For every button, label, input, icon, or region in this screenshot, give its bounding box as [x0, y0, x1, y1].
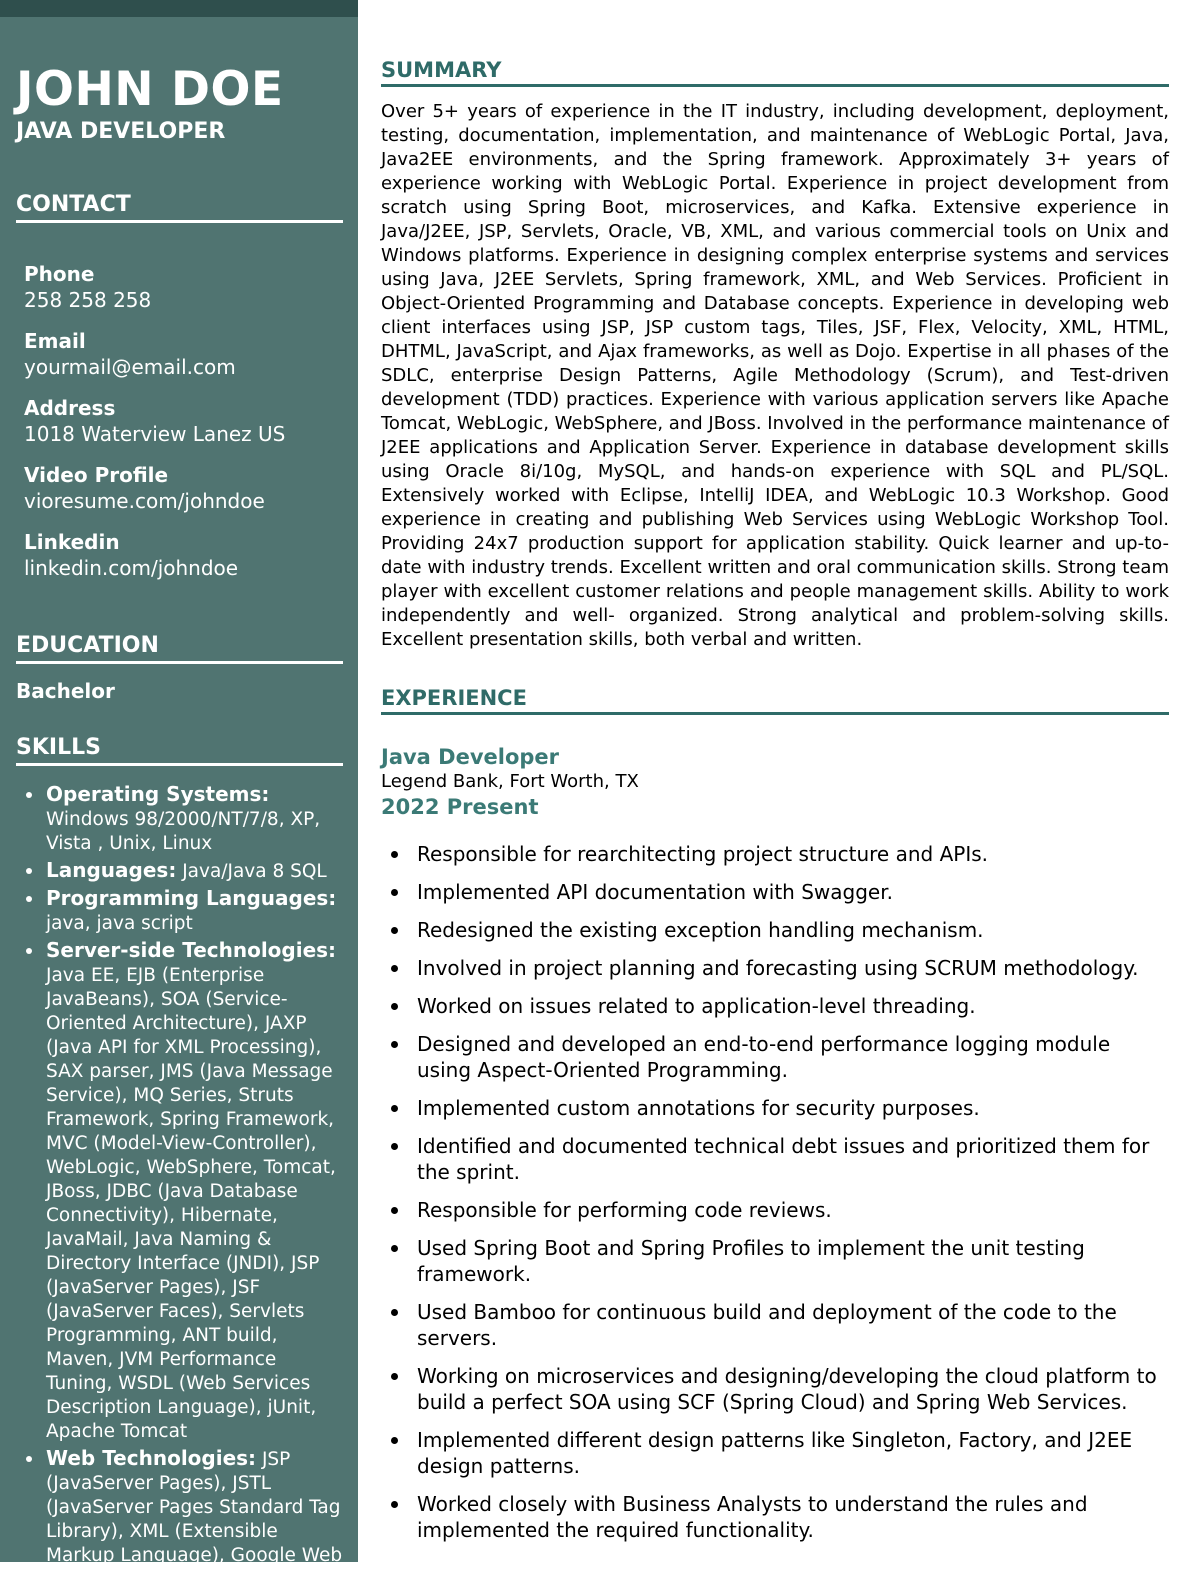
contact-linkedin — [24, 529, 354, 596]
skill-category: Operating Systems: — [46, 782, 270, 806]
job-dates: 2022 Present — [381, 795, 539, 819]
skill-item — [46, 886, 346, 936]
summary-text: Over 5+ years of experience in the IT industry, including development, deployment, testing, documentation, implementation, and maintenance of WebLogic Portal, Java, Java2EE environments, and the Spring framework. Approximately 3+ years of experience working with WebLogic Portal. Experience in project development from scratch using Spring Boot, microservices, and Kafka. Extensive experience in Java/J2EE, JSP, Servlets, Oracle, VB, XML, and various commercial tools on Unix and Windows platforms. Experience in designing complex enterprise systems and services using Java, J2EE Servlets, Spring framework, XML, and Web Services. Proficient in Object-Oriented Programming and Database concepts. Experience in developing web client interfaces using JSP, JSP custom tags, Tiles, JSF, Flex, Velocity, XML, HTML, DHTML, JavaScript, and Ajax frameworks, as well as Dojo. Expertise in all phases of the SDLC, enterprise Design Patterns, Agile Methodology (Scrum), and Test-driven development (TDD) practices. Experience with various application servers like Apache Tomcat, WebLogic, WebSphere, and JBoss. Involved in the performance maintenance of J2EE applications and Application Server. Experience in database development skills using Oracle 8i/10g, MySQL, and hands-on experience with SQL and PL/SQL. Extensively worked with Eclipse, IntelliJ IDEA, and WebLogic 10.3 Workshop. Good experience in creating and publishing Web Services using WebLogic Workshop Tool. Providing 24x7 production support for application stability. Quick learner and up-to-date with industry trends. Excellent written and oral communication skills. Strong team player with excellent customer relations and people management skills. Ability to work independently and well- organized. Strong analytical and problem-solving skills. Excellent presentation skills, both verbal and written. — [381, 101, 1169, 650]
job-role: Java Developer — [381, 745, 560, 769]
skill-category: Web Technologies: — [46, 1446, 257, 1470]
contact-label: Address — [24, 396, 116, 420]
contact-label: Linkedin — [24, 530, 120, 554]
contact-address — [24, 395, 354, 462]
education-degree: Bachelor — [16, 679, 115, 703]
contact-video-profile — [24, 462, 354, 529]
contact-value: 258 258 258 — [24, 288, 152, 312]
duty-item: Worked on issues related to application-level threading. — [417, 993, 1169, 1019]
duty-item: Identified and documented technical debt issues and prioritized them for the sprint. — [417, 1133, 1169, 1185]
duty-item: Worked closely with Business Analysts to understand the rules and implemented the required functionality. — [417, 1491, 1169, 1543]
skill-text: JSP (JavaServer Pages), JSTL (JavaServer Pages Standard Tag Library), XML (Extensible Markup Language), Google Web Toolkit — [46, 1449, 343, 1590]
contact-email — [24, 328, 354, 395]
candidate-name: JOHN DOE — [16, 62, 284, 117]
duty-item: Redesigned the existing exception handling mechanism. — [417, 917, 1169, 943]
skill-text: Windows 98/2000/NT/7/8, XP, Vista , Unix, Linux — [46, 809, 321, 854]
main-content — [381, 0, 1169, 1562]
duty-item: Implemented API documentation with Swagger. — [417, 879, 1169, 905]
contact-label: Email — [24, 329, 86, 353]
skill-text: Java EE, EJB (Enterprise JavaBeans), SOA (Service-Oriented Architecture), JAXP (Java API for XML Processing), SAX parser, JMS (Java Message Service), MQ Series, Struts Framework, Spring Framework, MVC (Model-View-Controller), WebLogic, WebSphere, Tomcat, JBoss, JDBC (Java Database Connectivity), Hibernate, JavaMail, Java Naming & Directory Interface (JNDI), JSP (JavaServer Pages), JSF (JavaServer Faces), Servlets Programming, ANT build, Maven, JVM Performance Tuning, WSDL (Web Services Description Language), jUnit, Apache Tomcat — [46, 965, 336, 1442]
candidate-title: JAVA DEVELOPER — [16, 119, 226, 144]
sidebar — [0, 0, 358, 1590]
contact-list — [24, 261, 354, 596]
skill-text: java, java script — [46, 913, 193, 934]
summary-heading: SUMMARY — [381, 57, 1169, 87]
skill-item — [46, 782, 346, 856]
skills-list — [16, 782, 346, 1594]
skill-category: Languages: — [46, 858, 177, 882]
duty-item: Used Spring Boot and Spring Profiles to implement the unit testing framework. — [417, 1235, 1169, 1287]
skill-category: Programming Languages: — [46, 886, 337, 910]
skill-item — [46, 938, 346, 1444]
skill-category: Server-side Technologies: — [46, 938, 337, 962]
duty-item: Working on microservices and designing/developing the cloud platform to build a perfect SOA using SCF (Spring Cloud) and Spring Web Services. — [417, 1363, 1169, 1415]
contact-value: linkedin.com/johndoe — [24, 556, 239, 580]
duty-item: Involved in project planning and forecasting using SCRUM methodology. — [417, 955, 1169, 981]
education-heading: EDUCATION — [16, 633, 343, 664]
skills-heading: SKILLS — [16, 735, 343, 766]
contact-label: Video Profile — [24, 463, 169, 487]
duty-item: Responsible for rearchitecting project structure and APIs. — [417, 841, 1169, 867]
skill-item — [46, 1446, 346, 1592]
contact-value: 1018 Waterview Lanez US — [24, 422, 286, 446]
skill-item — [46, 858, 346, 884]
sidebar-top-bar — [0, 0, 358, 17]
contact-phone — [24, 261, 354, 328]
contact-value: vioresume.com/johndoe — [24, 489, 265, 513]
contact-heading: CONTACT — [16, 192, 343, 223]
contact-value: yourmail@email.com — [24, 355, 236, 379]
experience-heading: EXPERIENCE — [381, 685, 1169, 715]
job-company: Legend Bank, Fort Worth, TX — [381, 771, 639, 792]
duty-item: Implemented different design patterns like Singleton, Factory, and J2EE design patterns. — [417, 1427, 1169, 1479]
contact-label: Phone — [24, 262, 95, 286]
duty-item: Responsible for performing code reviews. — [417, 1197, 1169, 1223]
job-duties-list — [381, 841, 1169, 1555]
duty-item: Implemented custom annotations for security purposes. — [417, 1095, 1169, 1121]
skill-text: Java/Java 8 SQL — [182, 861, 327, 882]
duty-item: Used Bamboo for continuous build and deployment of the code to the servers. — [417, 1299, 1169, 1351]
duty-item: Designed and developed an end-to-end performance logging module using Aspect-Oriented Programming. — [417, 1031, 1169, 1083]
